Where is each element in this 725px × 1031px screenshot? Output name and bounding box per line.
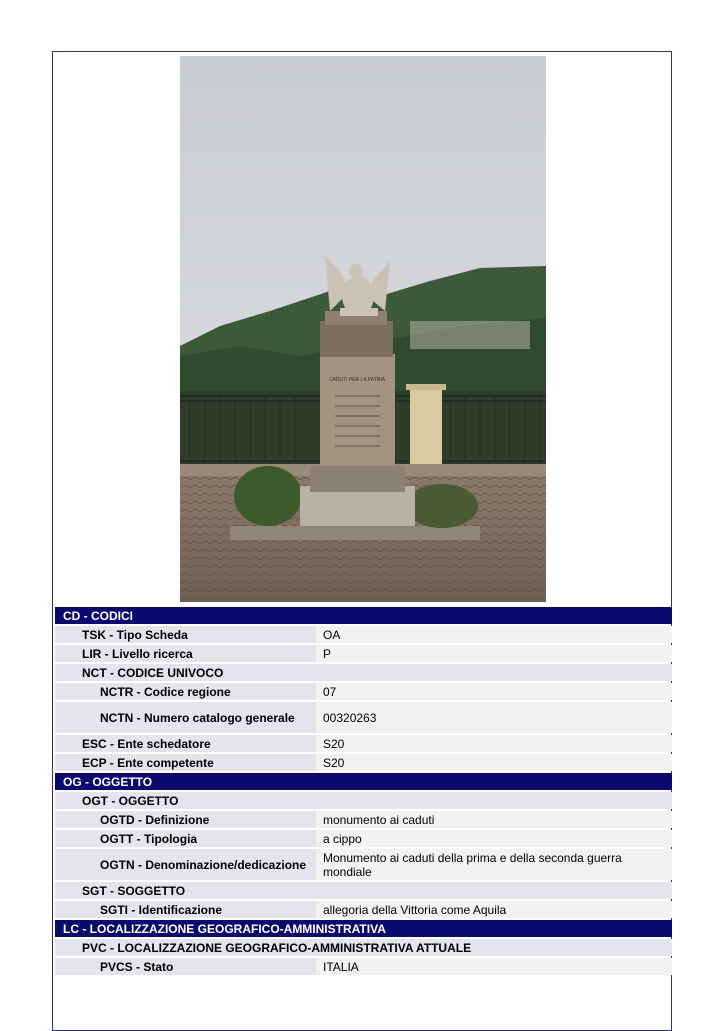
field-tsk: TSK - Tipo Scheda OA — [55, 626, 672, 643]
field-lir: LIR - Livello ricerca P — [55, 645, 672, 662]
field-nct: NCT - CODICE UNIVOCO — [55, 664, 672, 681]
field-ecp: ECP - Ente competente S20 — [55, 754, 672, 771]
field-sgti: SGTI - Identificazione allegoria della Vittoria come Aquila — [55, 901, 672, 918]
catalog-sheet — [52, 51, 672, 1031]
monument-photo — [180, 56, 546, 602]
field-ogtd: OGTD - Definizione monumento ai caduti — [55, 811, 672, 828]
field-ogt: OGT - OGGETTO — [55, 792, 672, 809]
section-og: OG - OGGETTO — [55, 773, 672, 790]
field-esc: ESC - Ente schedatore S20 — [55, 735, 672, 752]
field-sgt: SGT - SOGGETTO — [55, 882, 672, 899]
field-nctn: NCTN - Numero catalogo generale 00320263 — [55, 702, 672, 733]
field-pvc: PVC - LOCALIZZAZIONE GEOGRAFICO-AMMINISTRATIVA ATTUALE — [55, 939, 672, 956]
shrub — [234, 466, 302, 526]
monument-shaft — [320, 354, 395, 466]
field-pvcs: PVCS - Stato ITALIA — [55, 958, 672, 975]
field-nctr: NCTR - Codice regione 07 — [55, 683, 672, 700]
section-cd: CD - CODICI — [55, 607, 672, 624]
village — [410, 321, 530, 349]
field-ogtt: OGTT - Tipologia a cippo — [55, 830, 672, 847]
section-lc: LC - LOCALIZZAZIONE GEOGRAFICO-AMMINISTRATIVA — [55, 920, 672, 937]
pillar — [410, 388, 442, 468]
catalog-table — [55, 605, 672, 977]
monument-inscription: CADUTI PER LA PATRIA — [328, 377, 386, 383]
field-ogtn: OGTN - Denominazione/dedicazione Monumento ai caduti della prima e della seconda guerra mondiale — [55, 849, 672, 880]
monument-base-border — [230, 526, 480, 540]
